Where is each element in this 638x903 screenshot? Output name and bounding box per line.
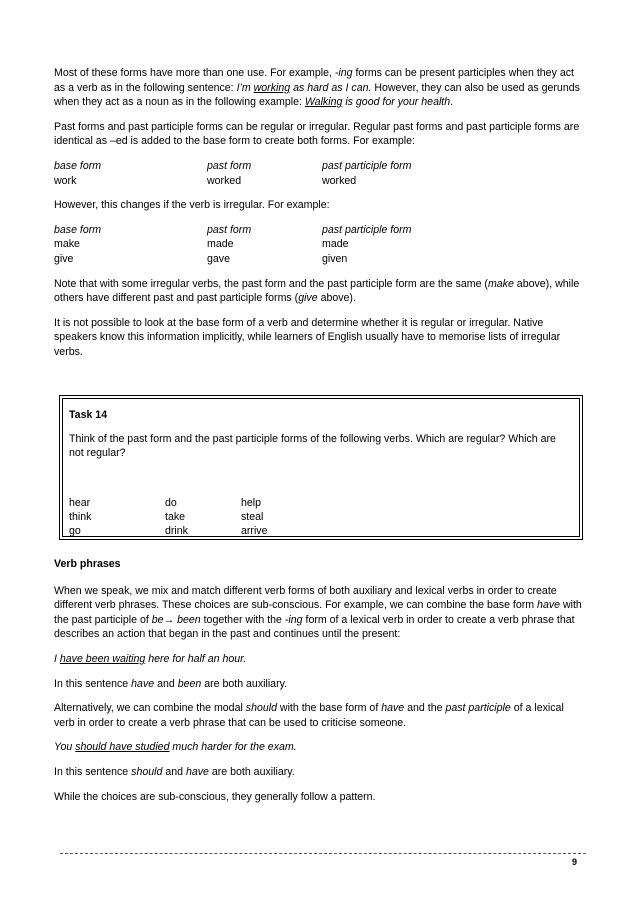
example-sentence-2: You should have studied much harder for the exam.: [54, 741, 297, 754]
verb-item: think: [69, 511, 92, 523]
table-header: past participle form: [322, 223, 412, 236]
underlined-walking: Walking: [304, 96, 343, 109]
page-number: 9: [572, 857, 578, 867]
irregular-forms-table: [54, 223, 586, 267]
paragraph-forms-uses: Most of these forms have more than one use. For example, -ing forms can be present participles when they act as a verb as in the following sentence: I’m working as hard as I can. However, they can also be used as gerunds when they act as a noun as in the following example: Walking is good for your health.: [54, 67, 580, 109]
task-box: [59, 395, 583, 540]
paragraph-regular-forms: Past forms and past participle forms can be regular or irregular. Regular past forms and past participle forms are identical as –ed is added to the base form to create both forms. For example:: [54, 120, 580, 148]
task-content: [69, 408, 569, 538]
paragraph-auxiliary-2: In this sentence should and have are both auxiliary.: [54, 765, 295, 778]
paragraph-modal: Alternatively, we can combine the modal should with the base form of have and the past participle of a lexical verb in order to create a verb phrase that can be used to criticise someone.: [54, 702, 564, 729]
table-cell: given: [322, 252, 348, 265]
table-cell: gave: [207, 252, 230, 265]
section-heading: Verb phrases: [54, 558, 121, 570]
table-header: past participle form: [322, 159, 412, 172]
arrow-icon: →: [163, 613, 175, 626]
task-title: Task 14: [69, 409, 108, 421]
verb-item: hear: [69, 497, 91, 509]
table-cell: made: [207, 238, 234, 251]
underlined-working: working: [253, 81, 291, 94]
example-sentence-1: I have been waiting here for half an hour.: [54, 652, 247, 665]
paragraph-memorise: It is not possible to look at the base form of a verb and determine whether it is regular or irregular. Native speakers know this information implicitly, while learners of English usually have to memorise lists of irregular verbs.: [54, 316, 561, 358]
table-header: base form: [54, 223, 102, 236]
table-header: past form: [207, 159, 252, 172]
table-header: past form: [207, 223, 252, 236]
task-verb-list: [69, 496, 569, 538]
table-cell: worked: [207, 174, 242, 187]
footer-divider: [60, 853, 586, 854]
task-instruction: Think of the past form and the past participle forms of the following verbs. Which are regular? Which are not regular?: [69, 433, 556, 459]
verb-phrases-section: [54, 557, 586, 814]
table-header: base form: [54, 159, 102, 172]
verb-item: take: [165, 511, 186, 523]
table-cell: made: [322, 238, 349, 251]
verb-item: go: [69, 525, 81, 537]
table-cell: work: [54, 174, 77, 187]
verb-item: help: [241, 497, 262, 509]
regular-forms-table: [54, 159, 586, 188]
verb-item: drink: [165, 525, 188, 537]
table-cell: give: [54, 252, 74, 265]
paragraph-irregular-intro: However, this changes if the verb is irregular. For example:: [54, 199, 330, 212]
table-cell: make: [54, 238, 80, 251]
upper-text: [54, 66, 586, 370]
verb-item: arrive: [241, 525, 268, 537]
paragraph-mix-and-match: When we speak, we mix and match different verb forms of both auxiliary and lexical verbs in order to create different verb phrases. These choices are sub-conscious. For example, we can combine the base form have with the past participle of be→ been together with the -ing form of a lexical verb in order to create a verb phrase that describes an action that began in the past and continues until the present:: [54, 584, 582, 641]
verb-item: do: [165, 497, 177, 509]
paragraph-pattern: While the choices are sub-conscious, they generally follow a pattern.: [54, 790, 376, 803]
verb-item: steal: [241, 511, 264, 523]
paragraph-auxiliary-1: In this sentence have and been are both auxiliary.: [54, 677, 288, 690]
paragraph-irregular-note: Note that with some irregular verbs, the past form and the past participle form are the same (make above), while others have different past and past participle forms (give above).: [54, 277, 580, 305]
table-cell: worked: [322, 174, 357, 187]
